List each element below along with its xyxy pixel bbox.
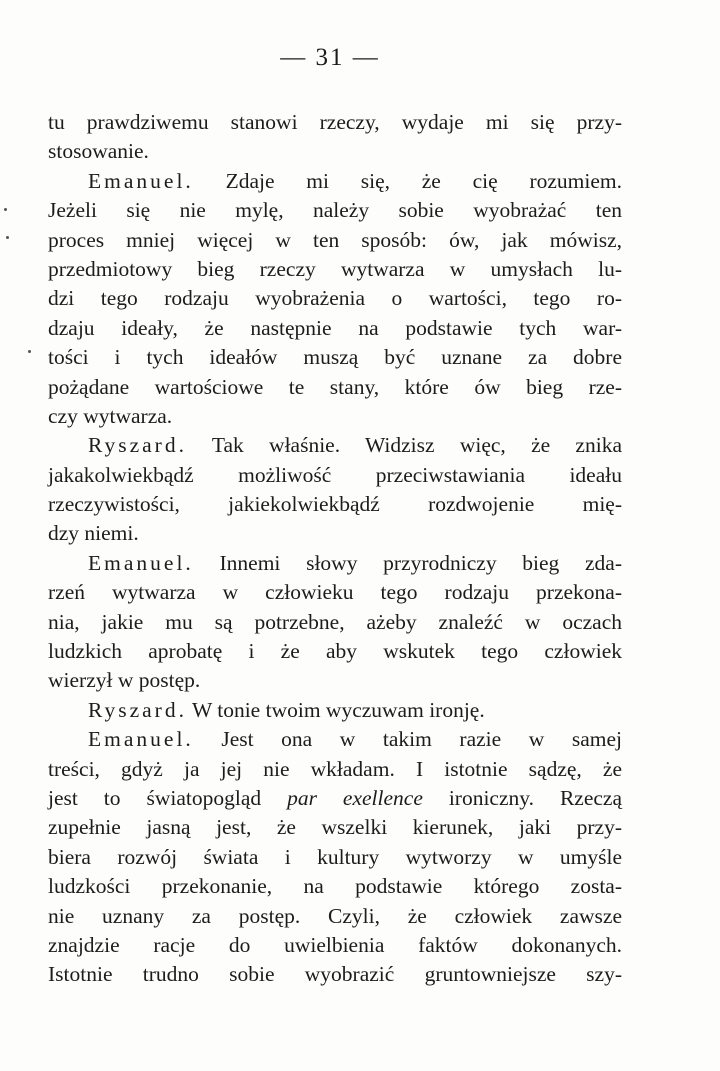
italic-phrase: par exellence xyxy=(287,785,423,810)
text-line: przedmiotowy bieg rzeczy wytwarza w umysłach lu- xyxy=(48,256,622,281)
speaker-name: Ryszard. xyxy=(88,433,187,458)
text-line: czy wytwarza. xyxy=(48,403,173,428)
speech-text: Jest ona w takim razie w samej xyxy=(193,727,622,752)
text-line: zupełnie jasną jest, że wszelki kierunek, jaki przy- xyxy=(48,815,622,840)
text-segment: jest to światopogląd xyxy=(48,785,288,810)
speech-text: Zdaje mi się, że cię rozumiem. xyxy=(193,168,622,193)
text-line: ludzkości przekonanie, na podstawie którego zosta- xyxy=(48,874,622,899)
scan-speck xyxy=(28,350,31,353)
text-line: wierzył w postęp. xyxy=(48,668,201,693)
text-line: Istotnie trudno sobie wyobrazić gruntowniejsze szy- xyxy=(48,962,622,987)
dialogue-line xyxy=(48,696,622,725)
text-line: znajdzie racje do uwielbienia faktów dokonanych. xyxy=(48,932,622,957)
scan-speck xyxy=(6,236,9,239)
scan-speck xyxy=(4,208,7,211)
text-segment: ironiczny. Rzeczą xyxy=(422,785,623,810)
body-text xyxy=(48,108,622,990)
text-line: rzeń wytwarza w człowieku tego rodzaju przekona- xyxy=(48,580,622,605)
dialogue-line xyxy=(48,549,622,578)
text-line: proces mniej więcej w ten sposób: ów, jak mówisz, xyxy=(48,227,622,252)
speaker-name: Emanuel. xyxy=(88,727,194,752)
speaker-name: Emanuel. xyxy=(88,168,194,193)
speaker-name: Emanuel. xyxy=(88,550,194,575)
text-line: treści, gdyż ja jej nie wkładam. I istotnie sądzę, że xyxy=(48,756,622,781)
text-line: dzy niemi. xyxy=(48,521,139,546)
text-line: dzaju ideały, że następnie na podstawie tych war- xyxy=(48,315,622,340)
text-line: jakakolwiekbądź możliwość przeciwstawiania ideału xyxy=(48,462,622,487)
speech-text: W tonie twoim wyczuwam ironję. xyxy=(186,697,485,722)
text-line: nie uznany za postęp. Czyli, że człowiek zawsze xyxy=(48,903,622,928)
dialogue-line xyxy=(48,167,622,196)
speaker-name: Ryszard. xyxy=(88,697,187,722)
dialogue-line xyxy=(48,725,622,754)
text-line: tości i tych ideałów muszą być uznane za dobre xyxy=(48,345,622,370)
text-line: biera rozwój świata i kultury wytworzy w umyśle xyxy=(48,844,622,869)
page-number: — 31 — xyxy=(280,44,380,71)
text-line: dzi tego rodzaju wyobrażenia o wartości, tego ro- xyxy=(48,286,622,311)
text-line: pożądane wartościowe te stany, które ów bieg rze- xyxy=(48,374,622,399)
text-line: ludzkich aprobatę i że aby wskutek tego człowiek xyxy=(48,639,622,664)
text-line: nia, jakie mu są potrzebne, ażeby znaleźć w oczach xyxy=(48,609,622,634)
text-line: tu prawdziwemu stanowi rzeczy, wydaje mi się przy- xyxy=(48,110,622,134)
text-line: stosowanie. xyxy=(48,139,149,164)
speech-text: Innemi słowy przyrodniczy bieg zda- xyxy=(193,550,622,575)
speech-text: Tak właśnie. Widzisz więc, że znika xyxy=(186,433,622,458)
text-line: rzeczywistości, jakiekolwiekbądź rozdwojenie mię- xyxy=(48,492,622,517)
text-line: Jeżeli się nie mylę, należy sobie wyobrażać ten xyxy=(48,198,622,223)
text-line xyxy=(48,784,622,813)
dialogue-line xyxy=(48,431,622,460)
